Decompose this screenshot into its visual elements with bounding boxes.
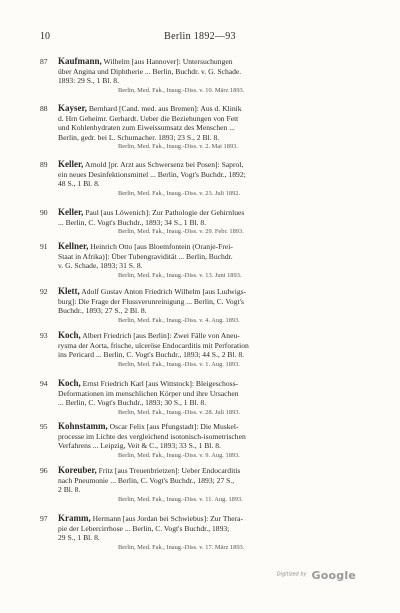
entry-number: 91: [40, 242, 48, 251]
entry-text: ein neues Desinfektionsmittel ... Berlin, Vogt's Buchdr., 1892;: [58, 169, 246, 179]
author-surname: Koch,: [58, 331, 81, 340]
bibliography-entry: [40, 57, 366, 95]
dissertation-note: Berlin, Med. Fak., Inaug.-Diss. v. 28. Juli 1893.: [118, 408, 241, 416]
entry-number: 88: [40, 104, 48, 113]
dissertation-note: Berlin, Med. Fak., Inaug.-Diss. v. 17. März 1893.: [118, 543, 245, 551]
entry-line: [58, 252, 366, 262]
entry-line: [58, 67, 366, 77]
entry-line: [58, 133, 366, 143]
entry-line: [58, 306, 366, 316]
entry-text: d. Hrn Geheimr. Gerhardt. Ueber die Beziehungen von Fett: [58, 113, 239, 123]
entry-body: [58, 287, 366, 325]
entry-number: 94: [40, 379, 48, 388]
dissertation-note: Berlin, Med. Fak., Inaug.-Diss. v. 11. Aug. 1893.: [118, 495, 243, 503]
author-surname: Kayser,: [58, 104, 87, 113]
entry-body: [58, 104, 366, 152]
entry-text: 29 S., 1 Bl. 8.: [58, 533, 100, 543]
entry-number: 95: [40, 422, 48, 431]
entry-body: [58, 331, 366, 369]
entry-number: 87: [40, 57, 48, 66]
entry-body: [58, 208, 366, 237]
entry-text: 1893: 29 S., 1 Bl. 8.: [58, 76, 119, 86]
bibliography-entry: [40, 379, 366, 417]
entry-text: processe im Lichte des vergleichend isotonisch-isometrischen: [58, 431, 246, 441]
dissertation-note: Berlin, Med. Fak., Inaug.-Diss. v. 23. Juli 1892.: [118, 189, 241, 197]
entry-line: [58, 485, 366, 495]
dissertation-note: Berlin, Med. Fak., Inaug.-Diss. v. 1. Aug. 1893.: [118, 360, 240, 368]
entry-text: Fritz [aus Treuenbrietzen]: Ueber Endocarditis: [98, 466, 241, 475]
entry-text: Oscar Felix [aus Pfungstadt]: Die Muskel-: [109, 422, 239, 431]
entry-text: Adolf Gustav Anton Friedrich Wilhelm [aus Ludwigs-: [81, 287, 247, 296]
entry-text: ... Berlin, C. Vogt's Buchdr., 1893; 30 S., 1 Bl. 8.: [58, 398, 207, 408]
bibliography-entry: [40, 104, 366, 152]
bibliography-entry: [40, 331, 366, 369]
dissertation-note: Berlin, Med. Fak., Inaug.-Diss. v. 9. Aug. 1893.: [118, 451, 240, 459]
author-surname: Klett,: [58, 287, 80, 296]
author-surname: Kramm,: [58, 514, 91, 523]
bibliography-entry: [40, 514, 366, 552]
entry-text: Wilhelm [aus Hannover]: Untersuchungen: [103, 57, 233, 66]
entry-line: [58, 114, 366, 124]
page-header: [0, 31, 400, 45]
entry-body: [58, 160, 366, 198]
entry-text: Ernst Friedrich Karl [aus Wittstock]: Bleigeschoss-: [82, 379, 239, 388]
entry-line: [58, 514, 366, 524]
dissertation-note: Berlin, Med. Fak., Inaug.-Diss. v. 13. Juni 1893.: [118, 271, 242, 279]
author-surname: Koreuber,: [58, 466, 97, 475]
entry-text: Deformationen im menschlichen Körper und ihre Ursachen: [58, 388, 239, 398]
author-surname: Keller,: [58, 208, 84, 217]
entry-text: Staat in Afrika)]: Über Tubengravidität ... Berlin, Buchdr.: [58, 251, 233, 261]
entry-line: [58, 123, 366, 133]
entry-text: Arnold [pr. Arzt aus Schwersenz bei Posen]: Saprol,: [84, 160, 244, 169]
entry-line: [58, 441, 366, 451]
entry-text: Albert Friedrich [aus Berlin]: Zwei Fälle von Aneu-: [82, 331, 240, 340]
watermark-prefix: Digitized by: [276, 571, 307, 578]
bibliography-entry: [40, 208, 366, 237]
entry-text: pie der Lebercirrhose ... Berlin, C. Vogt's Buchdr., 1893;: [58, 523, 230, 533]
author-surname: Koch,: [58, 379, 81, 388]
entry-body: [58, 514, 366, 552]
entry-number: 92: [40, 287, 48, 296]
entry-line: [58, 76, 366, 86]
entry-line: [58, 287, 366, 297]
author-surname: Kaufmann,: [58, 57, 102, 66]
entry-number: 96: [40, 466, 48, 475]
dissertation-note: Berlin, Med. Fak., Inaug.-Diss. v. 29. Febr. 1893.: [118, 228, 244, 236]
entry-line: [58, 104, 366, 114]
entry-line: [58, 389, 366, 399]
entry-body: [58, 422, 366, 460]
entry-body: [58, 466, 366, 504]
entry-number: 97: [40, 514, 48, 523]
entry-line: [58, 350, 366, 360]
bibliography-entry: [40, 287, 366, 325]
entry-line: [58, 208, 366, 218]
entry-text: Buchdr., 1893; 27 S., 2 Bl. 8.: [58, 306, 147, 316]
entry-line: [58, 379, 366, 389]
watermark-logo: Google: [311, 569, 356, 582]
entry-line: [58, 242, 366, 252]
entry-body: [58, 379, 366, 417]
entry-line: [58, 398, 366, 408]
entry-line: [58, 218, 366, 228]
entry-text: Hermann [aus Jordan bei Schwiebus]: Zur Thera-: [92, 514, 244, 523]
entry-text: Heinrich Otto [aus Bloemfontein (Oranje-Frei-: [90, 242, 233, 251]
entry-line: [58, 432, 366, 442]
entry-text: 2 Bl. 8.: [58, 485, 81, 495]
entry-number: 89: [40, 160, 48, 169]
entry-number: 90: [40, 208, 48, 217]
entry-text: Paul [aus Löwenich]: Zur Pathologie der Gehirnlues: [85, 208, 245, 217]
author-surname: Kellner,: [58, 242, 89, 251]
entry-text: Verfahrens ... Leipzig, Veit & C., 1893; 33 S., 1 Bl. 8.: [58, 441, 221, 451]
entry-number: 93: [40, 331, 48, 340]
entry-line: [58, 422, 366, 432]
entry-text: Bernhard [Cand. med. aus Bremen]: Aus d. Klinik: [88, 104, 242, 113]
entry-text: 48 S., 1 Bl. 8.: [58, 179, 100, 189]
entry-text: v. G. Schade, 1893; 31 S. 8.: [58, 261, 143, 271]
author-surname: Kohnstamm,: [58, 422, 108, 431]
dissertation-note: Berlin, Med. Fak., Inaug.-Diss. v. 10. März 1893.: [118, 86, 245, 94]
entry-line: [58, 170, 366, 180]
entry-body: [58, 57, 366, 95]
bibliography-entry: [40, 422, 366, 460]
entry-text: ... Berlin, C. Vogt's Buchdr., 1893; 34 S., 1 Bl. 8.: [58, 217, 207, 227]
google-watermark: [277, 564, 356, 583]
author-surname: Keller,: [58, 160, 84, 169]
dissertation-note: Berlin, Med. Fak., Inaug.-Diss. v. 4. Aug. 1893.: [118, 316, 240, 324]
running-title: Berlin 1892—93: [164, 31, 236, 42]
entry-line: [58, 297, 366, 307]
entry-body: [58, 242, 366, 280]
entry-text: und Kohlenhydraten zum Eiweissumsatz des Menschen ...: [58, 123, 235, 133]
entry-text: ins Pericard ... Berlin, C. Vogt's Buchdr., 1893; 44 S., 2 Bl. 8.: [58, 350, 245, 360]
entry-text: rysma der Aorta, frische, ulceröse Endocarditis mit Perforation: [58, 340, 249, 350]
entry-text: burg]: Die Frage der Flussverunreinigung ... Berlin, C. Vogt's: [58, 296, 244, 306]
entry-line: [58, 160, 366, 170]
dissertation-note: Berlin, Med. Fak., Inaug.-Diss. v. 2. Mai 1893.: [118, 143, 238, 151]
entry-line: [58, 533, 366, 543]
bibliography-entry: [40, 242, 366, 280]
entry-line: [58, 341, 366, 351]
page-number: 10: [40, 31, 50, 42]
entry-line: [58, 261, 366, 271]
entry-text: nach Pneumonie ... Berlin, C. Vogt's Buchdr., 1893; 27 S.,: [58, 475, 235, 485]
bibliography-entry: [40, 160, 366, 198]
entry-line: [58, 57, 366, 67]
entry-line: [58, 524, 366, 534]
entry-line: [58, 466, 366, 476]
entry-text: über Angina und Diphtherie ... Berlin, Buchdr. v. G. Schade.: [58, 66, 242, 76]
entry-line: [58, 476, 366, 486]
entry-text: Berlin, gedr. bei L. Schumacher. 1893; 23 S., 2 Bl. 8.: [58, 132, 220, 142]
bibliography-entry: [40, 466, 366, 504]
entry-line: [58, 179, 366, 189]
entry-line: [58, 331, 366, 341]
